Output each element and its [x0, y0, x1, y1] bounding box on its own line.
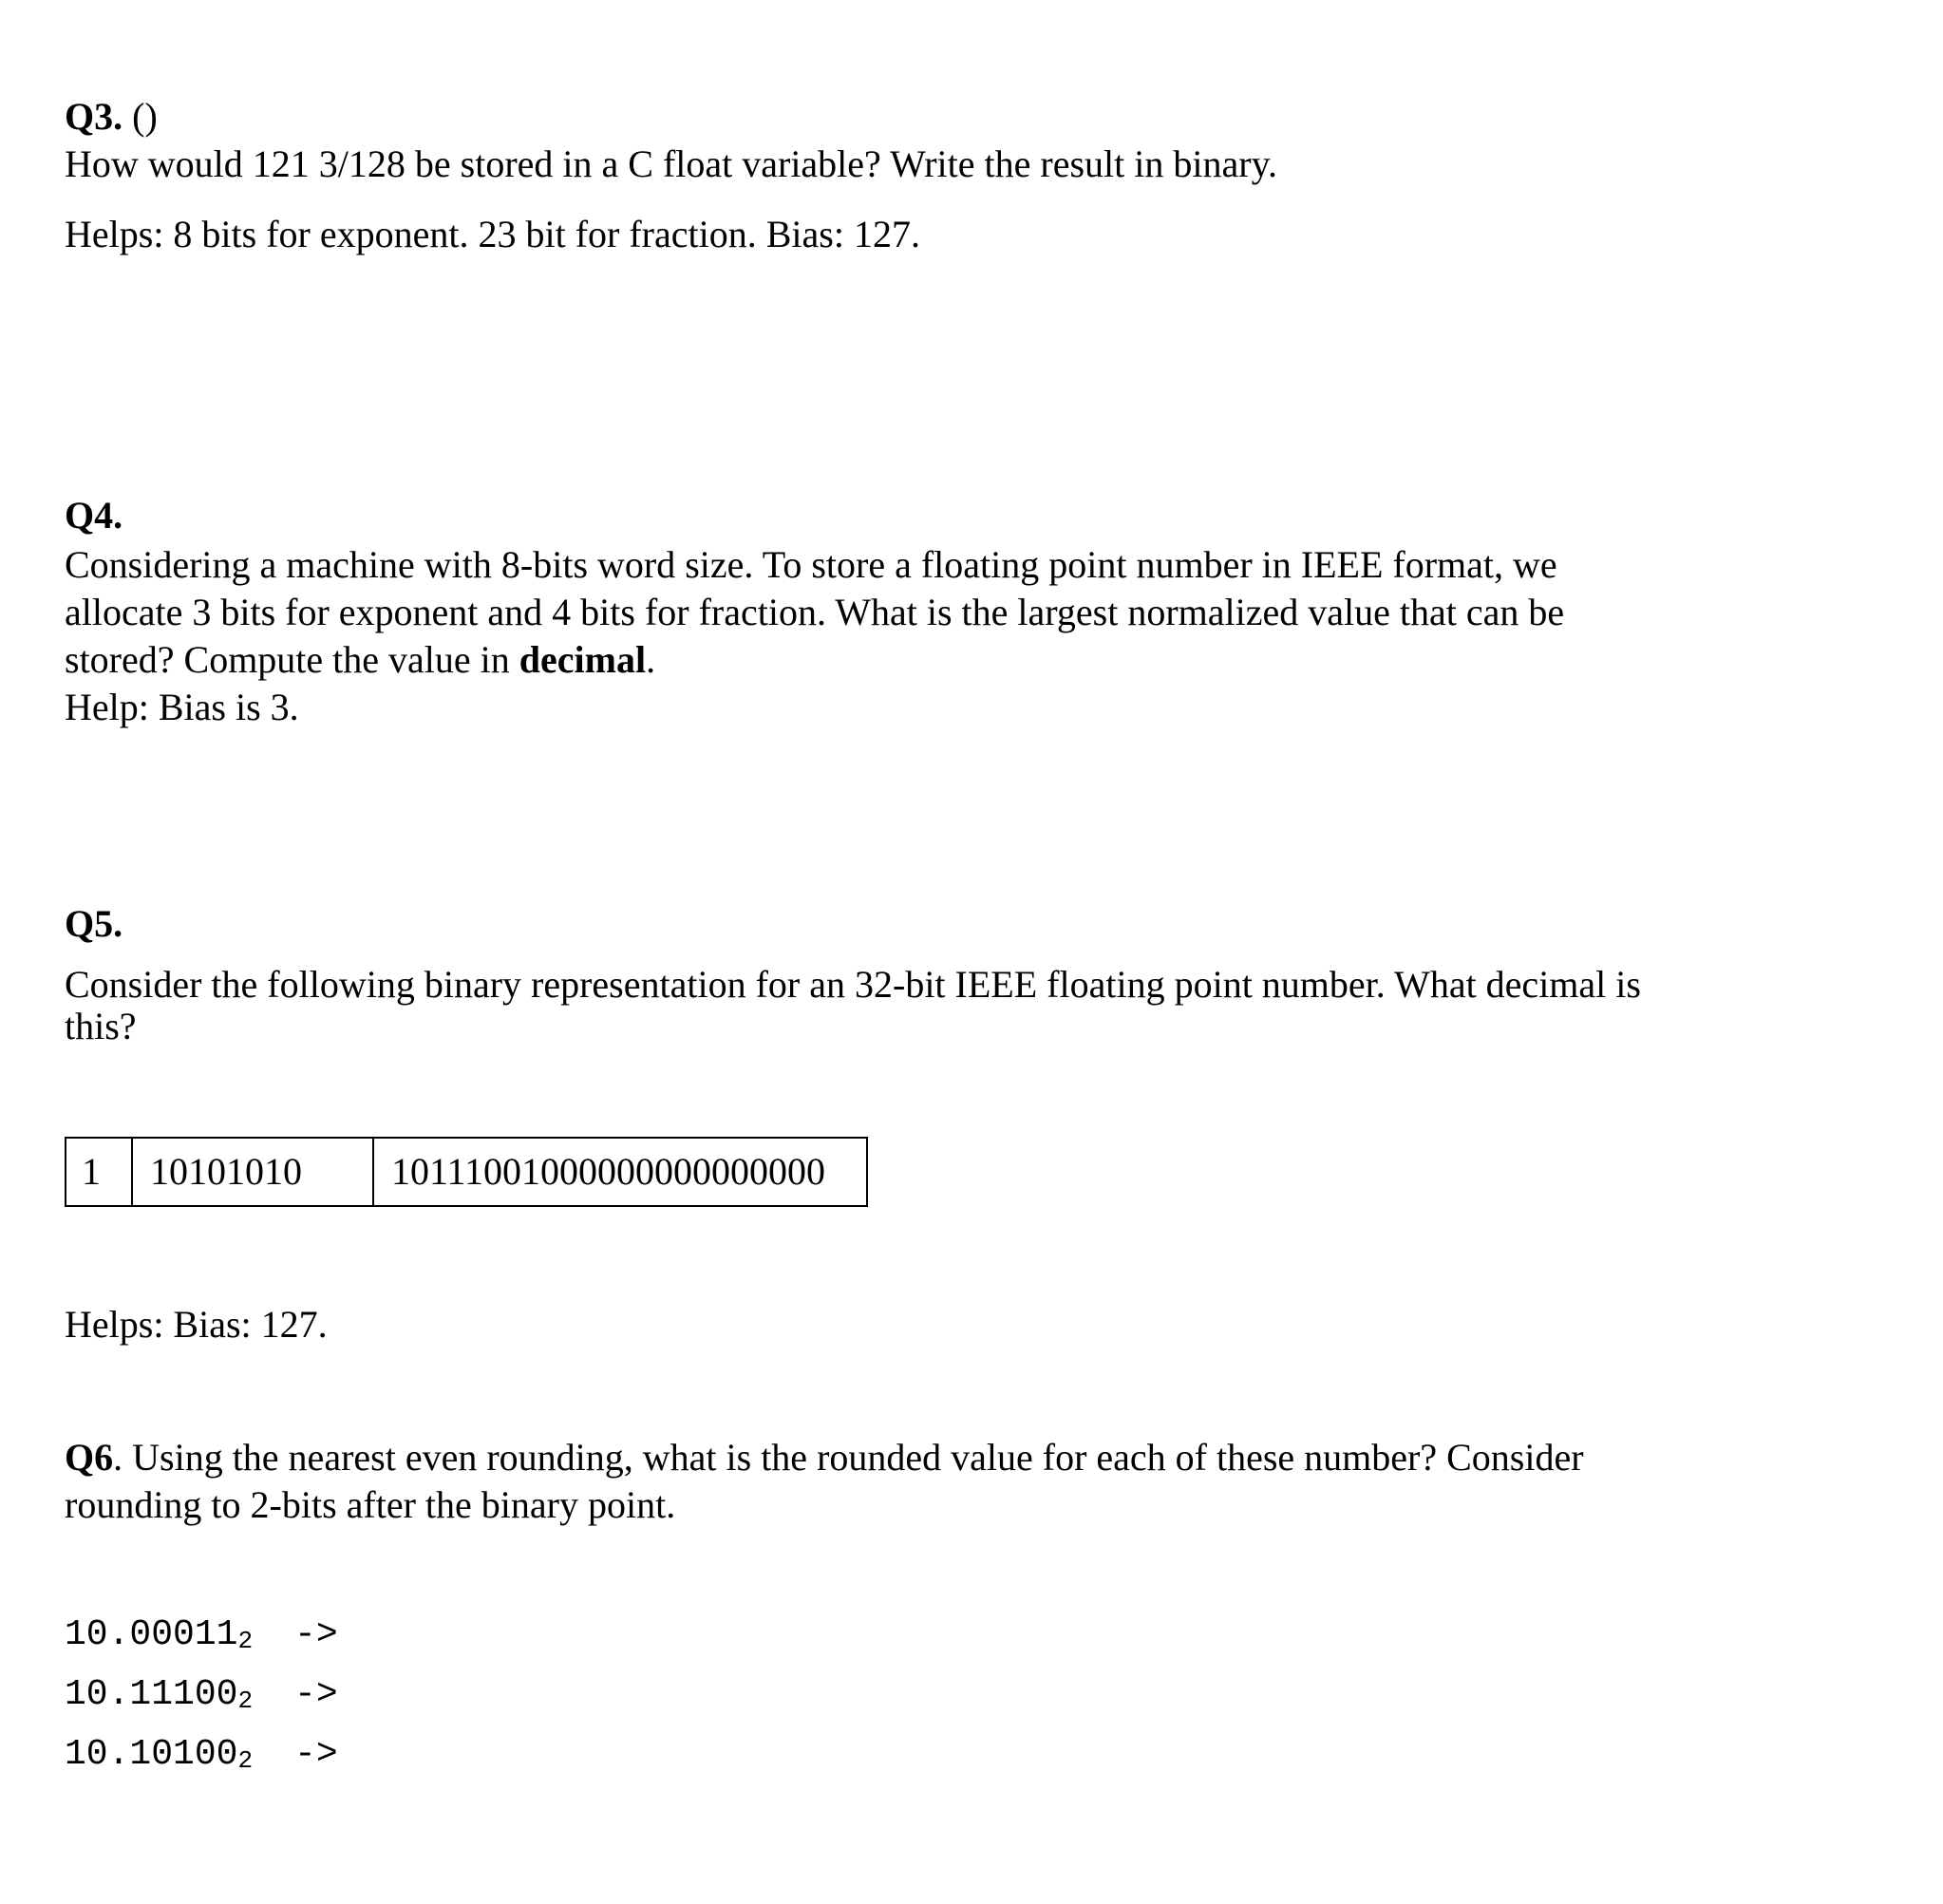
q6-line-1-text: . Using the nearest even rounding, what is the rounded value for each of these number? Consider: [113, 1436, 1584, 1479]
q6-label: Q6: [65, 1436, 114, 1479]
rounding-base: 2: [237, 1687, 254, 1715]
ieee-bit-table: [65, 1137, 868, 1207]
rounding-base: 2: [237, 1746, 254, 1775]
list-item: [65, 1614, 338, 1662]
q3-label: Q3.: [65, 95, 123, 138]
q4-line-3: [65, 636, 1869, 684]
q3-suffix: (): [123, 95, 158, 138]
rounding-arrow: ->: [294, 1614, 338, 1655]
exponent-bits-cell: 10101010: [132, 1138, 373, 1206]
list-item: [65, 1734, 338, 1781]
sign-bit-cell: 1: [66, 1138, 132, 1206]
q5-line-2: this?: [65, 1005, 137, 1047]
rounding-base: 2: [237, 1627, 254, 1655]
q5-help-text: Helps: Bias: 127.: [65, 1303, 328, 1346]
q6-question: [65, 1434, 1869, 1529]
rounding-value: 10.11100: [65, 1674, 238, 1715]
q5-line-1: Consider the following binary representation for an 32-bit IEEE floating point number. What decimal is: [65, 963, 1641, 1006]
q6-line-1: [65, 1434, 1869, 1481]
rounding-value: 10.00011: [65, 1614, 238, 1655]
q4-help-text: Help: Bias is 3.: [65, 686, 299, 728]
rounding-value: 10.10100: [65, 1734, 238, 1775]
q5-title: [65, 900, 1869, 948]
q3-help: [65, 211, 1869, 258]
q4-line-3-bold: decimal: [519, 638, 647, 681]
q5-label: Q5.: [65, 902, 123, 945]
q6-line-2: rounding to 2-bits after the binary point.: [65, 1483, 676, 1526]
table-row: [66, 1138, 867, 1206]
q5-question: [65, 964, 1869, 1047]
q3-title: [65, 93, 1869, 141]
q4-question: [65, 541, 1869, 731]
rounding-arrow: ->: [294, 1674, 338, 1715]
q4-line-3-pre: stored? Compute the value in: [65, 638, 519, 681]
q4-label: Q4.: [65, 494, 123, 537]
rounding-arrow: ->: [294, 1734, 338, 1775]
q5-help: [65, 1301, 1869, 1348]
list-item: [65, 1674, 338, 1722]
fraction-bits-cell: 10111001000000000000000: [373, 1138, 867, 1206]
q4-line-1: Considering a machine with 8-bits word size. To store a floating point number in IEEE format, we: [65, 543, 1557, 586]
q3-help-text: Helps: 8 bits for exponent. 23 bit for fraction. Bias: 127.: [65, 213, 920, 255]
q4-title: [65, 492, 1869, 539]
q3-question-text: How would 121 3/128 be stored in a C float variable? Write the result in binary.: [65, 142, 1277, 185]
q4-line-2: allocate 3 bits for exponent and 4 bits for fraction. What is the largest normalized value that can be: [65, 591, 1565, 633]
q3-question: [65, 141, 1869, 188]
q4-line-3-post: .: [646, 638, 656, 681]
